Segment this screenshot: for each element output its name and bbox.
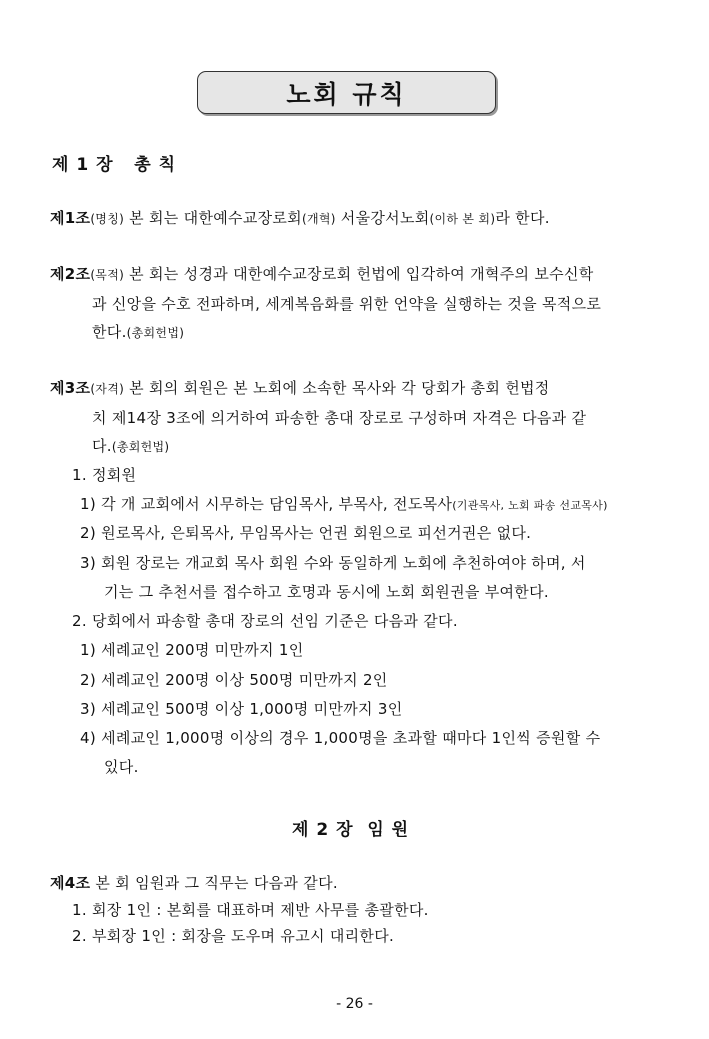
article-3-item-2-1: 1) 세례교인 200명 미만까지 1인 (80, 641, 304, 659)
article-1-text1: 본 회는 대한예수교장로회 (124, 209, 302, 227)
article-3-item-1-3a: 3) 회원 장로는 개교회 목사 회원 수와 동일하게 노회에 추천하여야 하며, 서 (80, 554, 586, 572)
article-2-paren: (목적) (90, 268, 125, 282)
article-3-item-2-4b: 있다. (104, 758, 139, 776)
article-1-paren: (명칭) (90, 212, 125, 226)
article-3-line-3 (92, 436, 169, 457)
article-3-item-2: 2. 당회에서 파송할 총대 장로의 선임 기준은 다음과 같다. (72, 612, 458, 630)
article-2-line-3 (92, 322, 184, 343)
chapter-1-heading: 제 1 장 총 칙 (52, 155, 177, 175)
article-4-line-1 (50, 873, 338, 893)
article-1-text2: 서울강서노회 (335, 209, 430, 227)
article-4-text: 본 회 임원과 그 직무는 다음과 같다. (90, 874, 338, 892)
article-3-item-1: 1. 정회원 (72, 466, 137, 484)
article-4-item-2: 2. 부회장 1인 : 회장을 도우며 유고시 대리한다. (72, 927, 395, 945)
article-1 (50, 208, 550, 229)
article-3-paren: (자격) (90, 382, 125, 396)
article-2-line-2: 과 신앙을 수호 전파하며, 세계복음화를 위한 언약을 실행하는 것을 목적으로 (92, 295, 602, 313)
article-3-item-1-1-paren: (기관목사, 노회 파송 선교목사) (452, 499, 608, 512)
article-3-item-1-3b: 기는 그 추천서를 접수하고 호명과 동시에 노회 회원권을 부여한다. (104, 583, 549, 601)
article-3-line-1 (50, 378, 550, 399)
article-3-paren-end: (총회헌법) (111, 440, 170, 454)
article-2-text-3: 한다. (92, 323, 127, 341)
article-3-text-3: 다. (92, 437, 112, 455)
article-3-item-1-1 (80, 494, 608, 516)
article-2-text-1: 본 회는 성경과 대한예수교장로회 헌법에 입각하여 개혁주의 보수신학 (124, 265, 594, 283)
article-4-label: 제4조 (50, 874, 91, 892)
article-3-label: 제3조 (50, 379, 91, 397)
article-3-item-2-4a: 4) 세례교인 1,000명 이상의 경우 1,000명을 초과할 때마다 1인씩 증원할 수 (80, 729, 601, 747)
article-1-label: 제1조 (50, 209, 91, 227)
article-1-paren2: (개혁) (301, 212, 336, 226)
article-3-item-2-3: 3) 세례교인 500명 이상 1,000명 미만까지 3인 (80, 700, 403, 718)
page-number: - 26 - (336, 996, 373, 1012)
article-1-text3: 라 한다. (495, 209, 550, 227)
title-box (197, 71, 496, 114)
article-3-text-1: 본 회의 회원은 본 노회에 소속한 목사와 각 당회가 총회 헌법정 (124, 379, 550, 397)
article-2-line-1 (50, 264, 594, 285)
article-2-paren-end: (총회헌법) (126, 326, 185, 340)
chapter-2-heading: 제 2 장 임 원 (292, 820, 410, 840)
article-3-item-2-2: 2) 세례교인 200명 이상 500명 미만까지 2인 (80, 671, 388, 689)
article-1-paren3: (이하 본 회) (429, 212, 496, 226)
article-3-item-1-1-text: 1) 각 개 교회에서 시무하는 담임목사, 부목사, 전도목사 (80, 495, 453, 513)
document-title: 노회 규칙 (286, 79, 407, 109)
article-3-item-1-2: 2) 원로목사, 은퇴목사, 무임목사는 언권 회원으로 피선거권은 없다. (80, 524, 532, 542)
article-2-label: 제2조 (50, 265, 91, 283)
article-4-item-1: 1. 회장 1인 : 본회를 대표하며 제반 사무를 총괄한다. (72, 901, 429, 919)
article-3-line-2: 치 제14장 3조에 의거하여 파송한 총대 장로로 구성하며 자격은 다음과 같 (92, 409, 587, 427)
